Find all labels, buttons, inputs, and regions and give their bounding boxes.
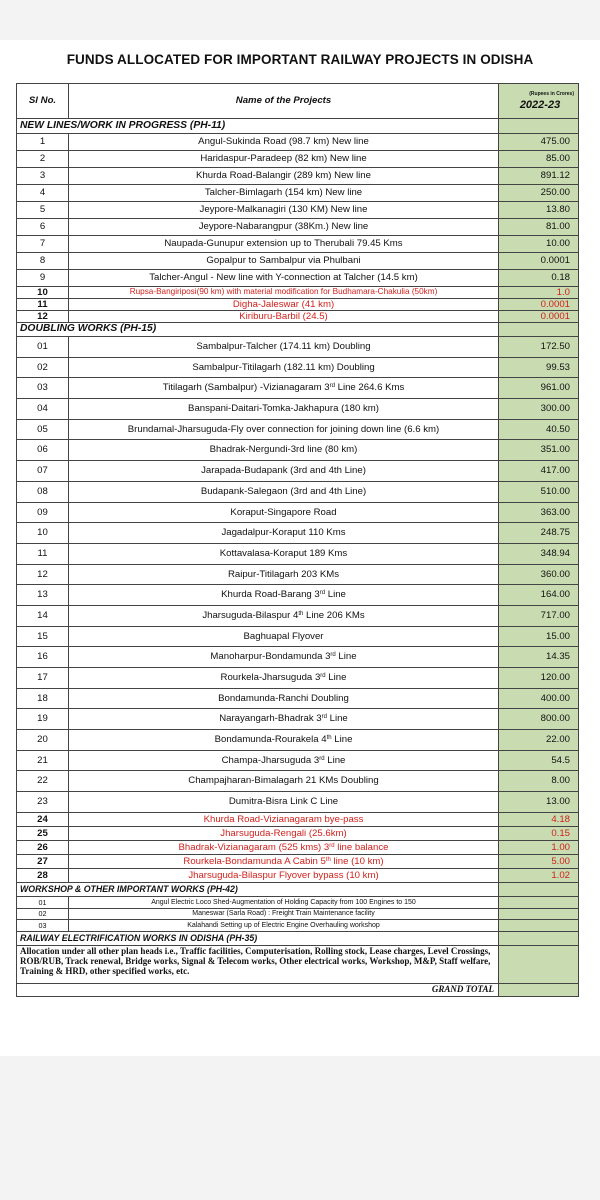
ordinal-suffix: rd [329,842,335,849]
project-name-text-continued: line (10 km) [330,855,384,867]
table-row [17,236,579,253]
row-project-name: Sambalpur-Talcher (174.11 km) Doubling [69,337,499,358]
row-sl-number: 27 [17,854,69,868]
table-row [17,461,579,482]
project-name-text-continued: Line [325,589,346,601]
row-amount: 13.00 [499,792,579,813]
ordinal-suffix: th [298,610,304,617]
row-project-name: Kalahandi Setting up of Electric Engine Overhauling workshop [69,920,499,932]
ordinal-suffix: rd [320,673,326,680]
section-title: DOUBLING WORKS (PH-15) [17,323,499,337]
ordinal-suffix: rd [319,590,326,597]
section-header-row [17,931,579,945]
row-project-name: Dumitra-Bisra Link C Line [69,792,499,813]
row-project-name [69,730,499,751]
row-amount: 250.00 [499,185,579,202]
document-page [0,40,600,1056]
table-row [17,626,579,647]
table-row [17,826,579,840]
table-row [17,605,579,626]
table-row [17,219,579,236]
row-sl-number: 13 [17,585,69,606]
table-row [17,792,579,813]
row-sl-number: 10 [17,287,69,299]
projects-table [16,83,579,997]
row-amount: 248.75 [499,523,579,544]
table-row [17,502,579,523]
row-amount: 1.00 [499,840,579,854]
row-amount: 10.00 [499,236,579,253]
row-sl-number: 7 [17,236,69,253]
project-name-text-continued: Line [335,651,357,663]
row-sl-number: 16 [17,647,69,668]
table-row [17,730,579,751]
table-row [17,688,579,709]
table-row [17,647,579,668]
project-name-text-continued: Line 264.6 Kms [334,382,405,394]
row-project-name: Jarapada-Budapank (3rd and 4th Line) [69,461,499,482]
row-amount: 54.5 [499,750,579,771]
row-project-name: Angul-Sukinda Road (98.7 km) New line [69,134,499,151]
table-row [17,311,579,323]
row-sl-number: 24 [17,812,69,826]
project-name-text-continued: line balance [334,841,389,853]
row-sl-number: 02 [17,357,69,378]
project-name-text: Rourkela-Bondamunda A Cabin 5 [183,855,326,867]
section-header-row [17,882,579,896]
row-project-name [69,854,499,868]
row-project-name: Khurda Road-Balangir (289 km) New line [69,168,499,185]
table-row [17,337,579,358]
section-amount-cell [499,931,579,945]
table-row [17,771,579,792]
table-row [17,543,579,564]
row-sl-number: 18 [17,688,69,709]
row-project-name: Khurda Road-Vizianagaram bye-pass [69,812,499,826]
row-sl-number: 01 [17,896,69,908]
row-amount: 0.0001 [499,299,579,311]
row-sl-number: 3 [17,168,69,185]
row-amount: 22.00 [499,730,579,751]
row-project-name [69,668,499,689]
row-sl-number: 12 [17,311,69,323]
row-amount: 717.00 [499,605,579,626]
row-project-name [69,647,499,668]
table-row [17,357,579,378]
row-amount: 172.50 [499,337,579,358]
row-amount: 363.00 [499,502,579,523]
row-sl-number: 07 [17,461,69,482]
project-name-text: Champa-Jharsuguda 3 [221,754,320,766]
bottom-blank-area [0,1056,600,1200]
project-name-text: Rourkela-Jharsuguda 3 [220,672,321,684]
table-row [17,840,579,854]
table-row [17,287,579,299]
section-amount-cell [499,119,579,134]
row-project-name: Talcher-Bimlagarh (154 km) New line [69,185,499,202]
header-sl: Sl No. [17,84,69,119]
row-project-name: Jeypore-Nabarangpur (38Km.) New line [69,219,499,236]
ordinal-suffix: rd [321,714,327,721]
row-sl-number: 9 [17,270,69,287]
row-project-name: Sambalpur-Titilagarh (182.11 km) Doubling [69,357,499,378]
row-sl-number: 10 [17,523,69,544]
table-row [17,299,579,311]
row-project-name: Kiriburu-Barbil (24.5) [69,311,499,323]
row-amount: 4.18 [499,812,579,826]
row-amount: 300.00 [499,399,579,420]
row-project-name: Talcher-Angul - New line with Y-connection at Talcher (14.5 km) [69,270,499,287]
row-sl-number: 14 [17,605,69,626]
row-sl-number: 05 [17,419,69,440]
row-project-name: Angul Electric Loco Shed-Augmentation of Holding Capacity from 100 Engines to 150 [69,896,499,908]
table-row [17,908,579,920]
project-name-text-continued: Line 206 KMs [303,609,365,621]
row-project-name: Rupsa-Bangiriposi(90 km) with material modification for Budhamara-Chakulia (50km) [69,287,499,299]
ordinal-suffix: th [326,735,332,742]
project-name-text: Narayangarh-Bhadrak 3 [219,713,322,725]
section-amount-cell [499,882,579,896]
row-sl-number: 06 [17,440,69,461]
row-sl-number: 5 [17,202,69,219]
row-project-name: Kottavalasa-Koraput 189 Kms [69,543,499,564]
row-sl-number: 19 [17,709,69,730]
row-amount: 164.00 [499,585,579,606]
row-amount: 40.50 [499,419,579,440]
header-project-name: Name of the Projects [69,84,499,119]
row-amount: 13.80 [499,202,579,219]
row-amount: 15.00 [499,626,579,647]
row-project-name: Jharsuguda-Bilaspur Flyover bypass (10 km) [69,868,499,882]
ordinal-suffix: th [325,856,331,863]
row-amount: 351.00 [499,440,579,461]
row-amount: 99.53 [499,357,579,378]
allocation-amount-cell [499,945,579,983]
row-amount: 800.00 [499,709,579,730]
row-amount: 14.35 [499,647,579,668]
table-row [17,378,579,399]
row-sl-number: 2 [17,151,69,168]
project-name-text-continued: Line [324,754,346,766]
row-sl-number: 26 [17,840,69,854]
row-project-name: Jeypore-Malkanagiri (130 KM) New line [69,202,499,219]
section-title: RAILWAY ELECTRIFICATION WORKS IN ODISHA (PH-35) [17,931,499,945]
table-row [17,920,579,932]
row-amount: 85.00 [499,151,579,168]
row-sl-number: 20 [17,730,69,751]
row-sl-number: 03 [17,920,69,932]
row-sl-number: 21 [17,750,69,771]
row-amount: 510.00 [499,481,579,502]
row-sl-number: 11 [17,543,69,564]
table-row [17,185,579,202]
ordinal-suffix: rd [330,652,336,659]
row-project-name: Gopalpur to Sambalpur via Phulbani [69,253,499,270]
row-amount: 360.00 [499,564,579,585]
row-project-name: Raipur-Titilagarh 203 KMs [69,564,499,585]
row-project-name: Brundamal-Jharsuguda-Fly over connection for joining down line (6.6 km) [69,419,499,440]
row-sl-number: 11 [17,299,69,311]
project-name-text: Manoharpur-Bondamunda 3 [210,651,331,663]
row-amount: 417.00 [499,461,579,482]
row-amount: 81.00 [499,219,579,236]
table-row [17,419,579,440]
table-row [17,564,579,585]
table-row [17,399,579,420]
row-project-name: Bondamunda-Ranchi Doubling [69,688,499,709]
row-project-name: Baghuapal Flyover [69,626,499,647]
row-sl-number: 8 [17,253,69,270]
row-project-name [69,378,499,399]
table-row [17,750,579,771]
row-project-name: Champajharan-Bimalagarh 21 KMs Doubling [69,771,499,792]
row-sl-number: 17 [17,668,69,689]
row-sl-number: 6 [17,219,69,236]
row-sl-number: 22 [17,771,69,792]
table-row [17,709,579,730]
section-title: NEW LINES/WORK IN PROGRESS (PH-11) [17,119,499,134]
allocation-text: Allocation under all other plan heads i.e., Traffic facilities, Computerisation, Rolling stock, Lease charges, Level Crossings, ROB/RUB, Track renewal, Bridge works, Signal & Telecom works, Other electrical works, Workshop, M&P, Staff welfare, Training & HRD, other specified works, etc. [17,945,499,983]
grand-total-label: GRAND TOTAL [17,983,499,996]
header-amount [499,84,579,119]
row-project-name: Naupada-Gunupur extension up to Therubali 79.45 Kms [69,236,499,253]
row-project-name: Bhadrak-Nergundi-3rd line (80 km) [69,440,499,461]
row-sl-number: 12 [17,564,69,585]
table-row [17,812,579,826]
project-name-text: Bondamunda-Rourakela 4 [214,734,327,746]
row-project-name: Haridaspur-Paradeep (82 km) New line [69,151,499,168]
row-sl-number: 09 [17,502,69,523]
row-project-name [69,840,499,854]
row-project-name [69,605,499,626]
table-row [17,585,579,606]
row-amount: 5.00 [499,854,579,868]
table-row [17,253,579,270]
table-row [17,134,579,151]
project-name-text-continued: Line [326,713,348,725]
row-project-name: Maneswar (Sarla Road) : Freight Train Maintenance facility [69,908,499,920]
row-amount: 0.0001 [499,253,579,270]
row-amount [499,920,579,932]
row-project-name [69,750,499,771]
project-name-text-continued: Line [331,734,353,746]
row-sl-number: 03 [17,378,69,399]
row-sl-number: 4 [17,185,69,202]
table-row [17,151,579,168]
grand-total-row [17,983,579,996]
table-row [17,270,579,287]
ordinal-suffix: rd [329,383,335,390]
row-amount: 891.12 [499,168,579,185]
row-amount: 0.0001 [499,311,579,323]
table-row [17,523,579,544]
row-sl-number: 23 [17,792,69,813]
row-amount: 1.02 [499,868,579,882]
section-title: WORKSHOP & OTHER IMPORTANT WORKS (PH-42) [17,882,499,896]
row-sl-number: 01 [17,337,69,358]
row-sl-number: 04 [17,399,69,420]
row-sl-number: 28 [17,868,69,882]
project-name-text: Jharsuguda-Bilaspur 4 [202,609,299,621]
row-amount: 475.00 [499,134,579,151]
row-amount: 961.00 [499,378,579,399]
table-row [17,668,579,689]
row-project-name: Banspani-Daitari-Tomka-Jakhapura (180 km) [69,399,499,420]
row-project-name: Budapank-Salegaon (3rd and 4th Line) [69,481,499,502]
row-project-name: Koraput-Singapore Road [69,502,499,523]
section-header-row [17,323,579,337]
grand-total-amount [499,983,579,996]
row-project-name: Jagadalpur-Koraput 110 Kms [69,523,499,544]
header-unit: (Rupees in Crores) [529,90,574,97]
row-sl-number: 08 [17,481,69,502]
table-row [17,202,579,219]
row-sl-number: 25 [17,826,69,840]
row-amount: 120.00 [499,668,579,689]
table-row [17,896,579,908]
header-year: 2022-23 [519,98,561,111]
table-row [17,168,579,185]
table-row [17,868,579,882]
row-amount [499,908,579,920]
table-row [17,854,579,868]
section-header-row [17,119,579,134]
row-amount: 0.18 [499,270,579,287]
row-amount: 0.15 [499,826,579,840]
project-name-text: Khurda Road-Barang 3 [221,589,320,601]
row-project-name: Digha-Jaleswar (41 km) [69,299,499,311]
project-name-text: Titilagarh (Sambalpur) -Vizianagaram 3 [162,382,330,394]
row-amount [499,896,579,908]
project-name-text-continued: Line [325,672,347,684]
row-amount: 8.00 [499,771,579,792]
row-amount: 1.0 [499,287,579,299]
project-name-text: Bhadrak-Vizianagaram (525 kms) 3 [178,841,330,853]
row-amount: 400.00 [499,688,579,709]
row-project-name [69,585,499,606]
table-row [17,440,579,461]
ordinal-suffix: rd [319,755,325,762]
table-row [17,481,579,502]
document-title: FUNDS ALLOCATED FOR IMPORTANT RAILWAY PROJECTS IN ODISHA [66,52,534,67]
row-sl-number: 1 [17,134,69,151]
table-header-row [17,84,579,119]
allocation-row [17,945,579,983]
row-amount: 348.94 [499,543,579,564]
row-sl-number: 15 [17,626,69,647]
row-project-name: Jharsuguda-Rengali (25.6km) [69,826,499,840]
section-amount-cell [499,323,579,337]
row-sl-number: 02 [17,908,69,920]
row-project-name [69,709,499,730]
